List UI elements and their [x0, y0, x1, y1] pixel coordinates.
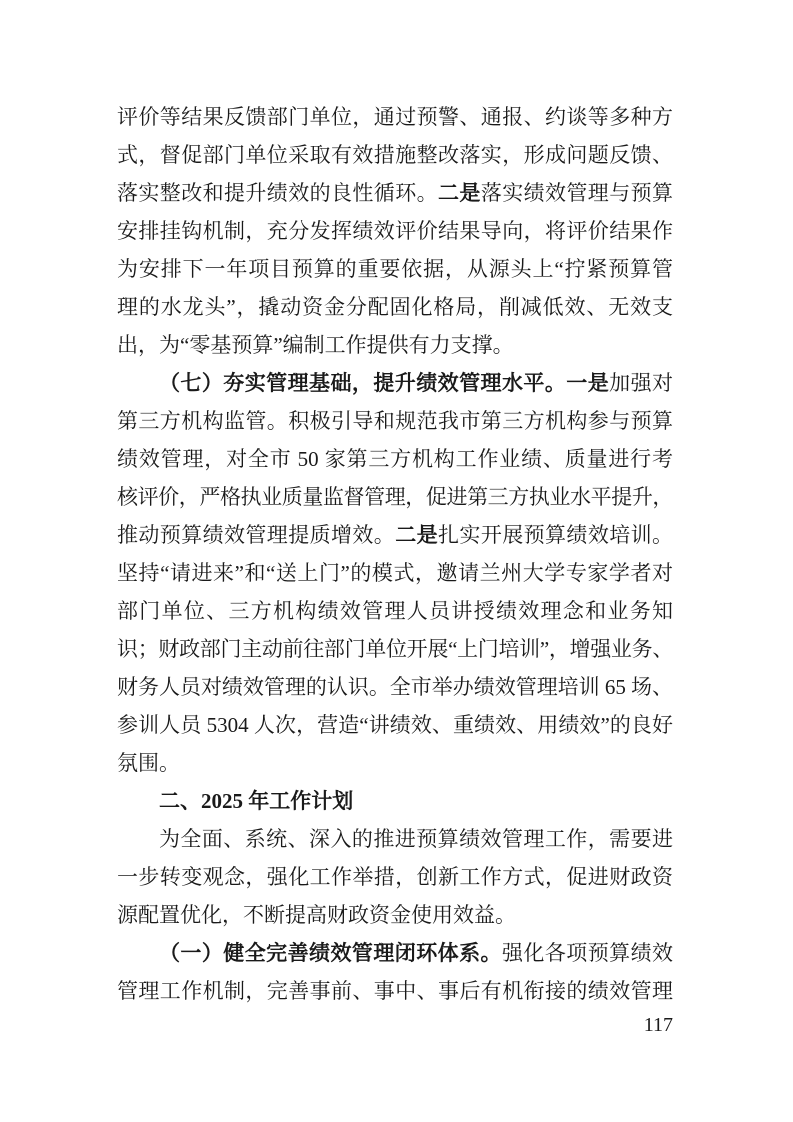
text-line: [117, 706, 673, 744]
text-line: [117, 98, 673, 136]
bold-text-segment: 二是: [395, 523, 439, 547]
text-line: [117, 554, 673, 592]
text-line: [117, 744, 673, 782]
text-segment: 强化各项预算绩效: [501, 941, 674, 965]
text-line: [117, 364, 673, 402]
text-segment: 绩效管理，对全市 50 家第三方机构工作业绩、质量进行考: [117, 447, 673, 471]
text-line: [117, 326, 673, 364]
text-segment: 安排挂钩机制，充分发挥绩效评价结果导向，将评价结果作: [117, 219, 673, 243]
text-line: [117, 174, 673, 212]
text-line: [117, 858, 673, 896]
text-segment: 出，为“零基预算”编制工作提供有力支撑。: [117, 333, 514, 357]
document-body: [117, 98, 673, 1010]
text-line: [117, 136, 673, 174]
text-segment: 财务人员对绩效管理的认识。全市举办绩效管理培训 65 场、: [117, 675, 673, 699]
bold-text-segment: 二、2025 年工作计划: [159, 789, 354, 813]
text-line: [117, 592, 673, 630]
text-segment: 加强对: [609, 371, 674, 395]
text-segment: 管理工作机制，完善事前、事中、事后有机衔接的绩效管理: [117, 979, 673, 1003]
text-line: [117, 212, 673, 250]
text-segment: 氛围。: [117, 751, 180, 775]
text-segment: 理的水龙头”，撬动资金分配固化格局，削减低效、无效支: [117, 295, 673, 319]
text-line: [117, 972, 673, 1010]
text-line: [117, 402, 673, 440]
text-line: [117, 630, 673, 668]
text-segment: 坚持“请进来”和“送上门”的模式，邀请兰州大学专家学者对: [117, 561, 673, 585]
text-segment: 参训人员 5304 人次，营造“讲绩效、重绩效、用绩效”的良好: [117, 713, 673, 737]
text-segment: 识；财政部门主动前往部门单位开展“上门培训”，增强业务、: [117, 637, 673, 661]
text-segment: 扎实开展预算绩效培训。: [438, 523, 674, 547]
text-segment: 评价等结果反馈部门单位，通过预警、通报、约谈等多种方: [117, 105, 673, 129]
text-line: [117, 250, 673, 288]
text-line: [117, 478, 673, 516]
text-segment: 核评价，严格执业质量监督管理，促进第三方执业水平提升，: [117, 485, 673, 509]
bold-text-segment: 二是: [438, 181, 481, 205]
text-segment: 源配置优化，不断提高财政资金使用效益。: [117, 903, 516, 927]
text-line: [117, 440, 673, 478]
bold-text-segment: （七）夯实管理基础，提升绩效管理水平。一是: [159, 371, 610, 395]
text-line: [117, 896, 673, 934]
text-segment: 落实整改和提升绩效的良性循环。: [117, 181, 438, 205]
text-segment: 式，督促部门单位采取有效措施整改落实，形成问题反馈、: [117, 143, 673, 167]
text-segment: 推动预算绩效管理提质增效。: [117, 523, 396, 547]
text-segment: 部门单位、三方机构绩效管理人员讲授绩效理念和业务知: [117, 599, 673, 623]
text-segment: 一步转变观念，强化工作举措，创新工作方式，促进财政资: [117, 865, 673, 889]
text-line: [117, 820, 673, 858]
text-segment: 为全面、系统、深入的推进预算绩效管理工作，需要进: [159, 827, 673, 851]
text-line: [117, 782, 673, 820]
text-line: [117, 288, 673, 326]
text-line: [117, 516, 673, 554]
text-segment: 落实绩效管理与预算: [480, 181, 674, 205]
text-segment: 第三方机构监管。积极引导和规范我市第三方机构参与预算: [117, 409, 673, 433]
page-number: 117: [643, 1014, 673, 1036]
bold-text-segment: （一）健全完善绩效管理闭环体系。: [159, 941, 502, 965]
text-line: [117, 668, 673, 706]
text-line: [117, 934, 673, 972]
text-segment: 为安排下一年项目预算的重要依据，从源头上“拧紧预算管: [117, 257, 673, 281]
